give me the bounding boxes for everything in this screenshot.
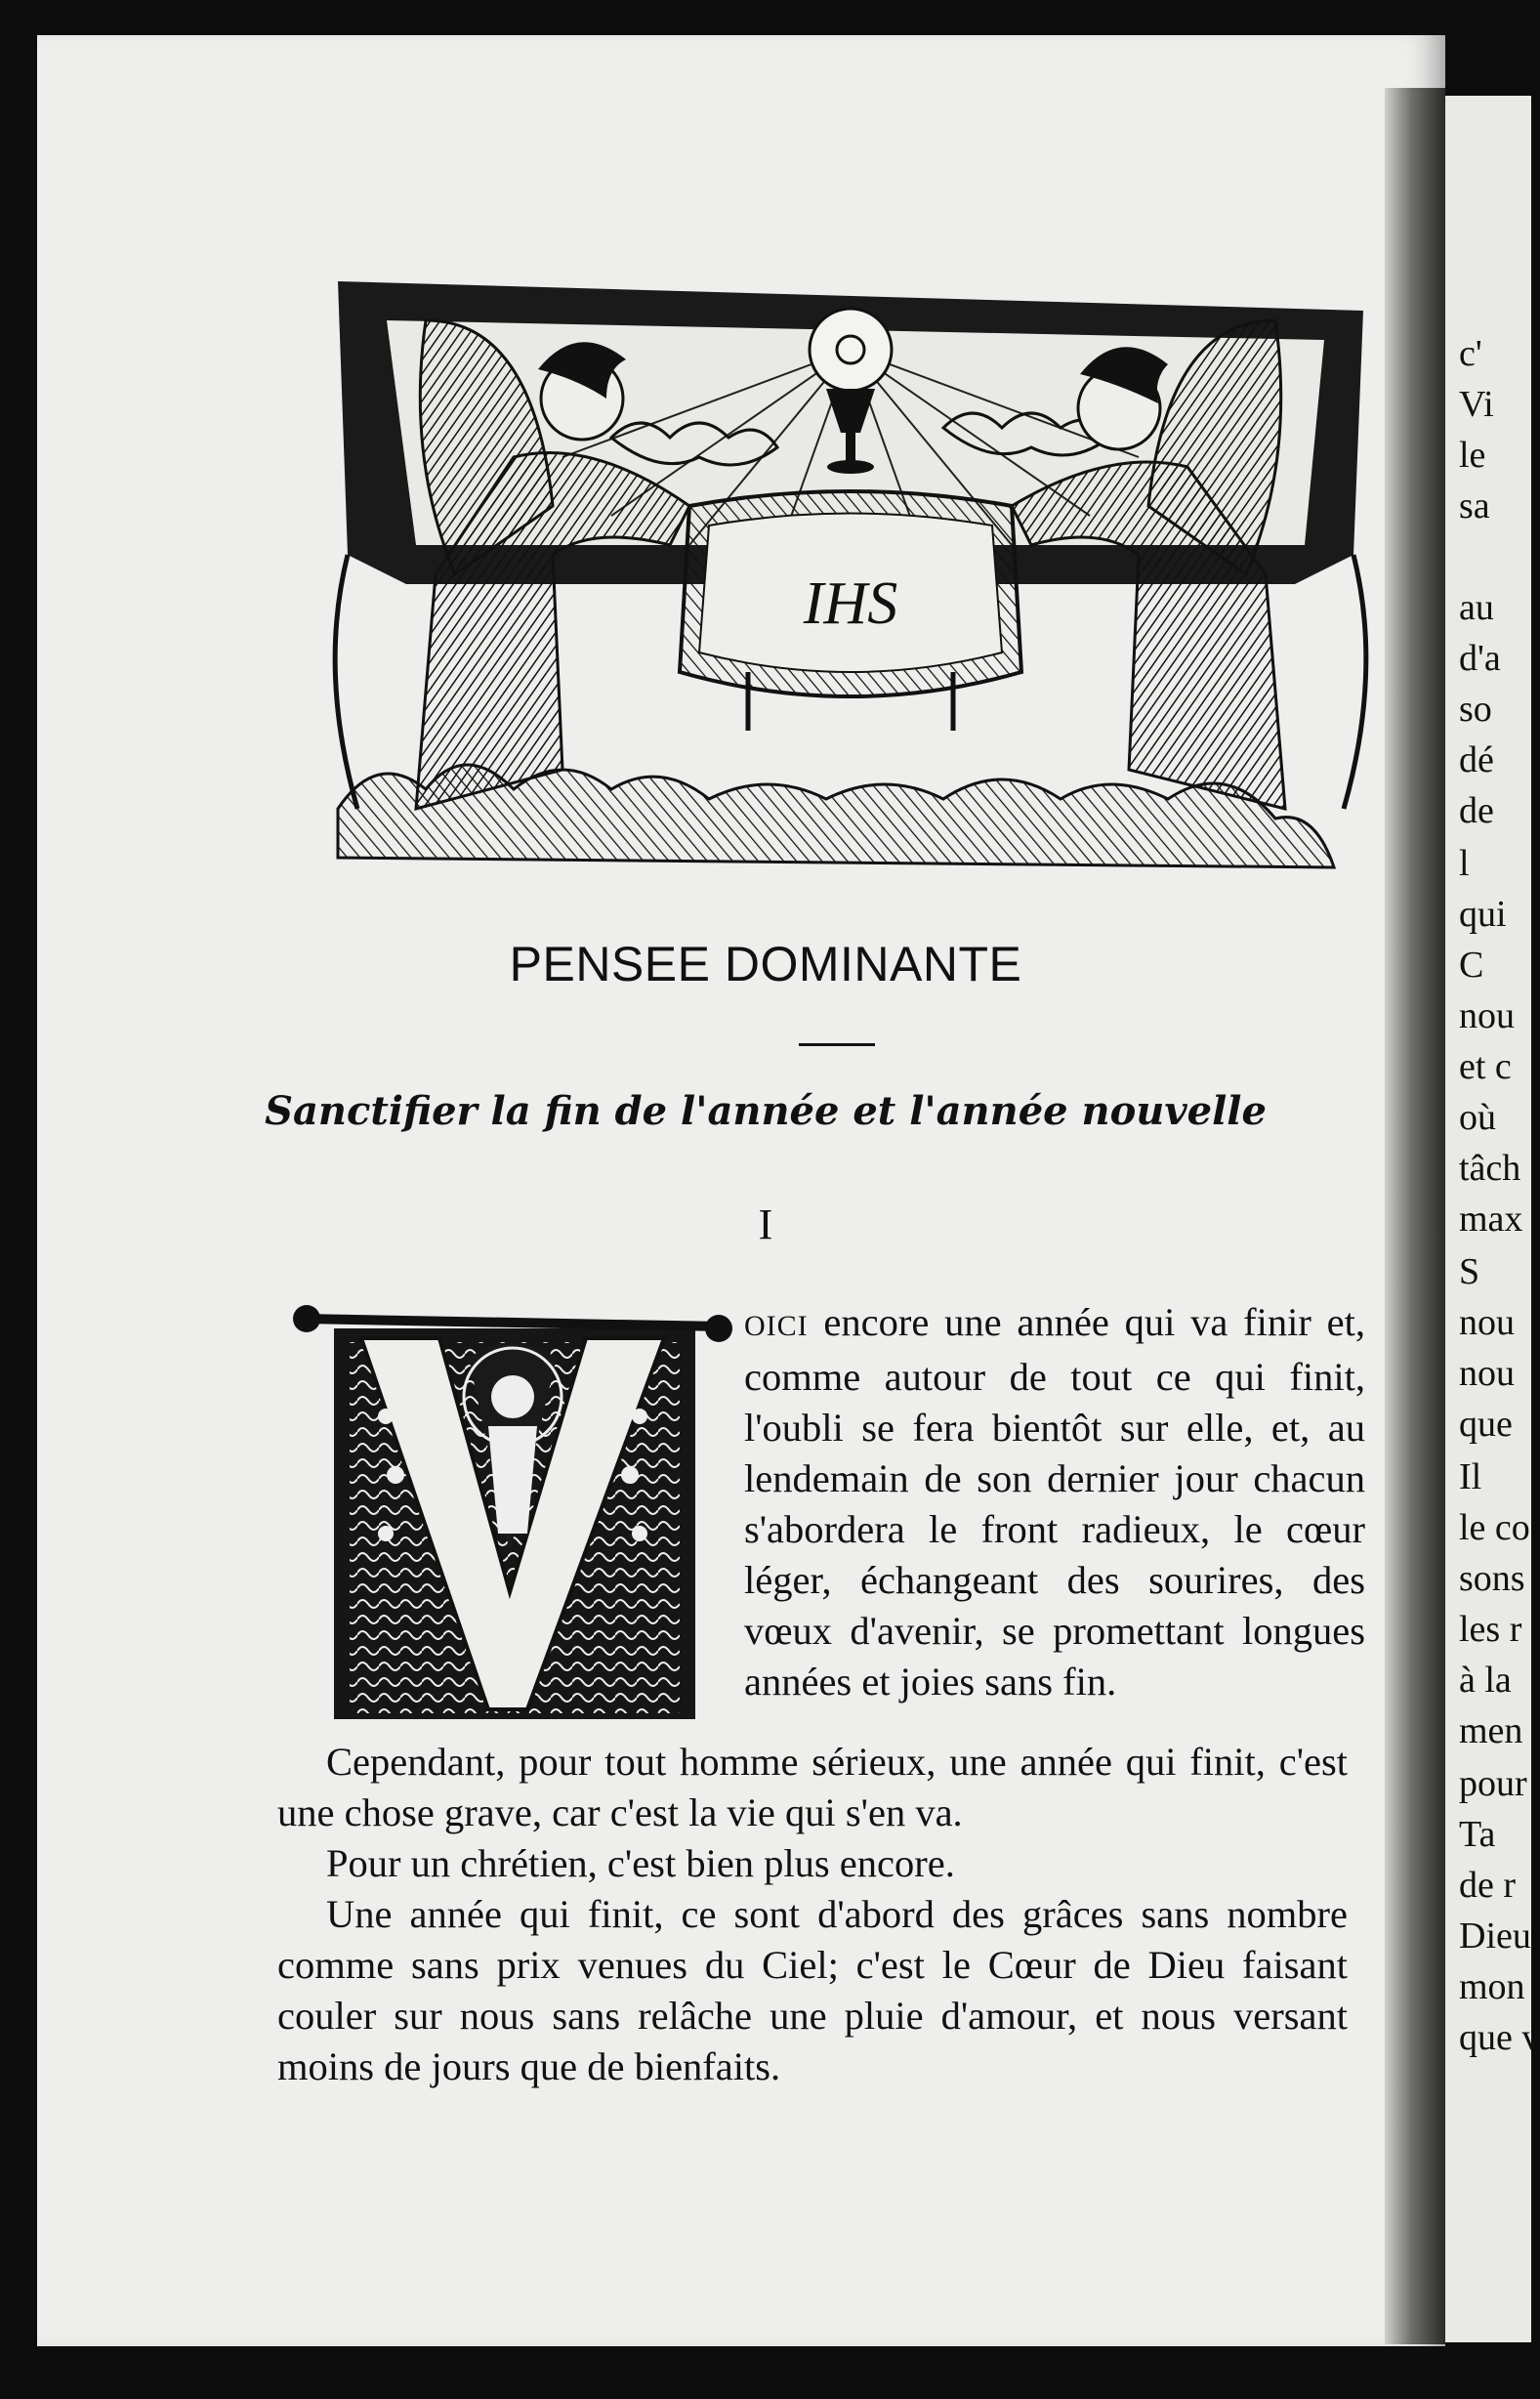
facing-page-fragment: et c <box>1459 1046 1512 1087</box>
facing-page-fragment: à la <box>1459 1660 1512 1701</box>
facing-page-fragment: max <box>1459 1199 1523 1240</box>
facing-page-fragment: so <box>1459 689 1492 730</box>
facing-page-fragment: sons <box>1459 1558 1525 1599</box>
paragraph: Pour un chrétien, c'est bien plus encore. <box>326 1841 955 1885</box>
facing-page-fragment: C <box>1459 945 1484 986</box>
facing-page-fragment: les r <box>1459 1609 1522 1650</box>
facing-page-fragment: où <box>1459 1097 1496 1138</box>
opening-paragraph <box>744 1297 1365 1707</box>
facing-page-fragment: sa <box>1459 485 1490 526</box>
facing-page-fragment: Il <box>1459 1456 1482 1497</box>
facing-page-fragment: nou <box>1459 1302 1515 1343</box>
paragraph: Une année qui finit, ce sont d'abord des grâces sans nombre comme sans prix venues du Ciel; c'est le Cœur de Dieu faisant couler sur nous sans relâche une pluie d'amour, et nous versant moins de jours que de bienfaits. <box>277 1892 1348 2088</box>
facing-page-fragment: Dieu <box>1459 1915 1531 1957</box>
title-rule <box>799 1043 875 1046</box>
dropcap-v-illustration <box>293 1299 730 1741</box>
facing-page-fragment: dé <box>1459 739 1494 780</box>
facing-page-fragment: que v <box>1459 2017 1540 2058</box>
facing-page-fragment: men <box>1459 1710 1523 1751</box>
facing-page-fragment: que <box>1459 1404 1513 1445</box>
opening-text: encore une année qui va finir et, comme autour de tout ce qui finit, l'oubli se fera bientôt sur elle, et, au lendemain de son dernier jour chacun s'abordera le front radieux, le cœur léger, échangeant des sourires, des vœux d'avenir, se promettant longues années et joies sans fin. <box>744 1300 1365 1704</box>
header-engraving <box>318 262 1383 887</box>
facing-page-fragment: au <box>1459 587 1494 628</box>
facing-page-fragment: de <box>1459 790 1494 831</box>
page-title: PENSEE DOMINANTE <box>509 937 1022 991</box>
facing-page-fragment: Ta <box>1459 1814 1496 1855</box>
subtitle: Sanctifier la fin de l'année et l'année nouvelle <box>265 1088 1267 1134</box>
opening-word: OICI <box>744 1310 809 1342</box>
facing-page-fragment: l <box>1459 843 1470 884</box>
facing-page-fragment: le <box>1459 435 1486 476</box>
section-numeral: I <box>758 1200 773 1248</box>
facing-page-fragment: pour <box>1459 1763 1527 1804</box>
facing-page-fragment: nou <box>1459 1353 1515 1394</box>
facing-page-fragment: nou <box>1459 995 1515 1036</box>
facing-page-fragment: d'a <box>1459 638 1501 679</box>
facing-page-fragment: S <box>1459 1251 1480 1292</box>
facing-page-fragment: de r <box>1459 1865 1517 1906</box>
facing-page-fragment: c' <box>1459 333 1482 374</box>
facing-page-fragment: le co <box>1459 1507 1530 1548</box>
body-paragraphs <box>277 1737 1348 2092</box>
facing-page-fragment: mon <box>1459 1966 1525 2007</box>
paragraph: Cependant, pour tout homme sérieux, une année qui finit, c'est une chose grave, car c'est la vie qui s'en va. <box>277 1740 1348 1834</box>
facing-page-fragment: tâch <box>1459 1148 1521 1189</box>
facing-page-fragment: qui <box>1459 894 1507 935</box>
ihs-monogram: IHS <box>803 570 898 637</box>
facing-page-fragment: Vi <box>1459 384 1494 425</box>
